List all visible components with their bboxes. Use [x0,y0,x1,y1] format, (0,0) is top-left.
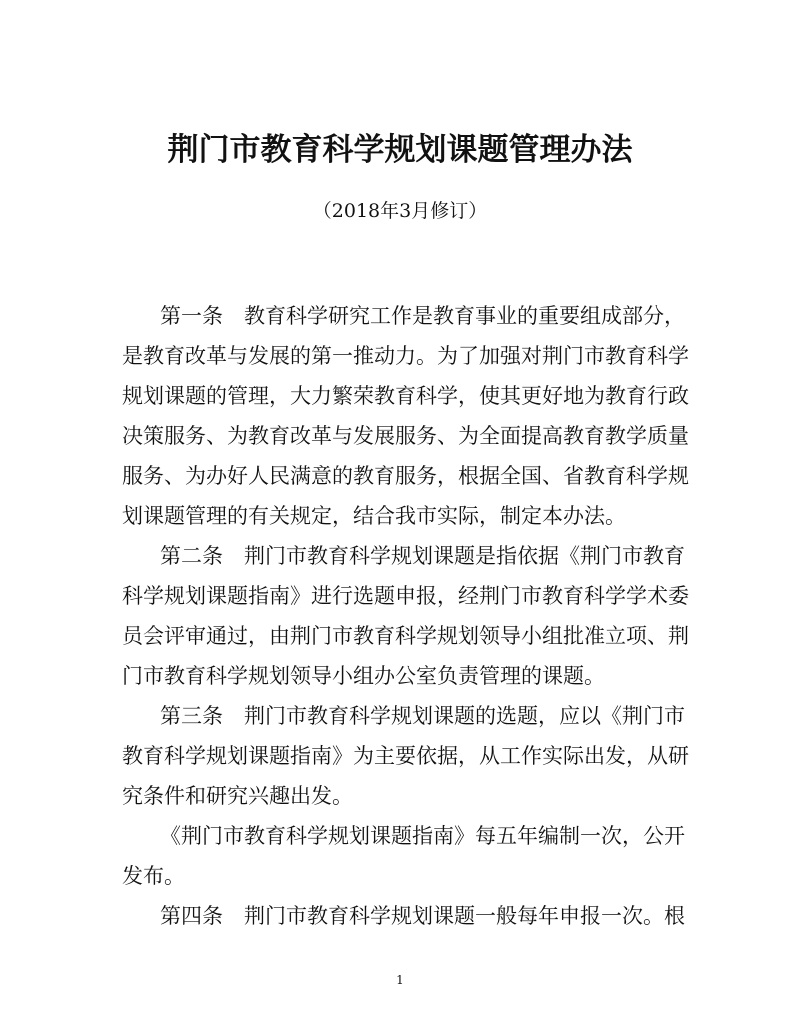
page-number: 1 [396,973,404,987]
article-2-line-3: 员会评审通过，由荆门市教育科学规划领导小组批准立项、荆 [122,624,689,648]
article-3-extra-line-2: 发布。 [122,864,185,888]
article-3-line-3: 究条件和研究兴趣出发。 [122,784,353,808]
article-1-line-6: 划课题管理的有关规定，结合我市实际，制定本办法。 [122,504,626,528]
article-3-line-1: 第三条 荆门市教育科学规划课题的选题，应以《荆门市 [160,704,685,728]
article-3-extra-line-1: 《荆门市教育科学规划课题指南》每五年编制一次，公开 [160,824,685,848]
article-2-line-2: 科学规划课题指南》进行选题申报，经荆门市教育科学学术委 [122,584,689,608]
article-1-line-1: 第一条 教育科学研究工作是教育事业的重要组成部分， [160,304,685,328]
article-1-line-5: 服务、为办好人民满意的教育服务，根据全国、省教育科学规 [122,464,689,488]
article-3-line-2: 教育科学规划课题指南》为主要依据，从工作实际出发，从研 [122,744,689,768]
article-1-line-4: 决策服务、为教育改革与发展服务、为全面提高教育教学质量 [122,424,689,448]
article-4-line-1: 第四条 荆门市教育科学规划课题一般每年申报一次。根 [160,904,685,928]
page-title: 荆门市教育科学规划课题管理办法 [167,132,633,168]
article-2-line-4: 门市教育科学规划领导小组办公室负责管理的课题。 [122,664,605,688]
article-1-line-3: 规划课题的管理，大力繁荣教育科学，使其更好地为教育行政 [122,384,689,408]
article-2-line-1: 第二条 荆门市教育科学规划课题是指依据《荆门市教育 [160,544,685,568]
page-subtitle: （2018年3月修订） [312,200,488,222]
article-1-line-2: 是教育改革与发展的第一推动力。为了加强对荆门市教育科学 [122,344,689,368]
